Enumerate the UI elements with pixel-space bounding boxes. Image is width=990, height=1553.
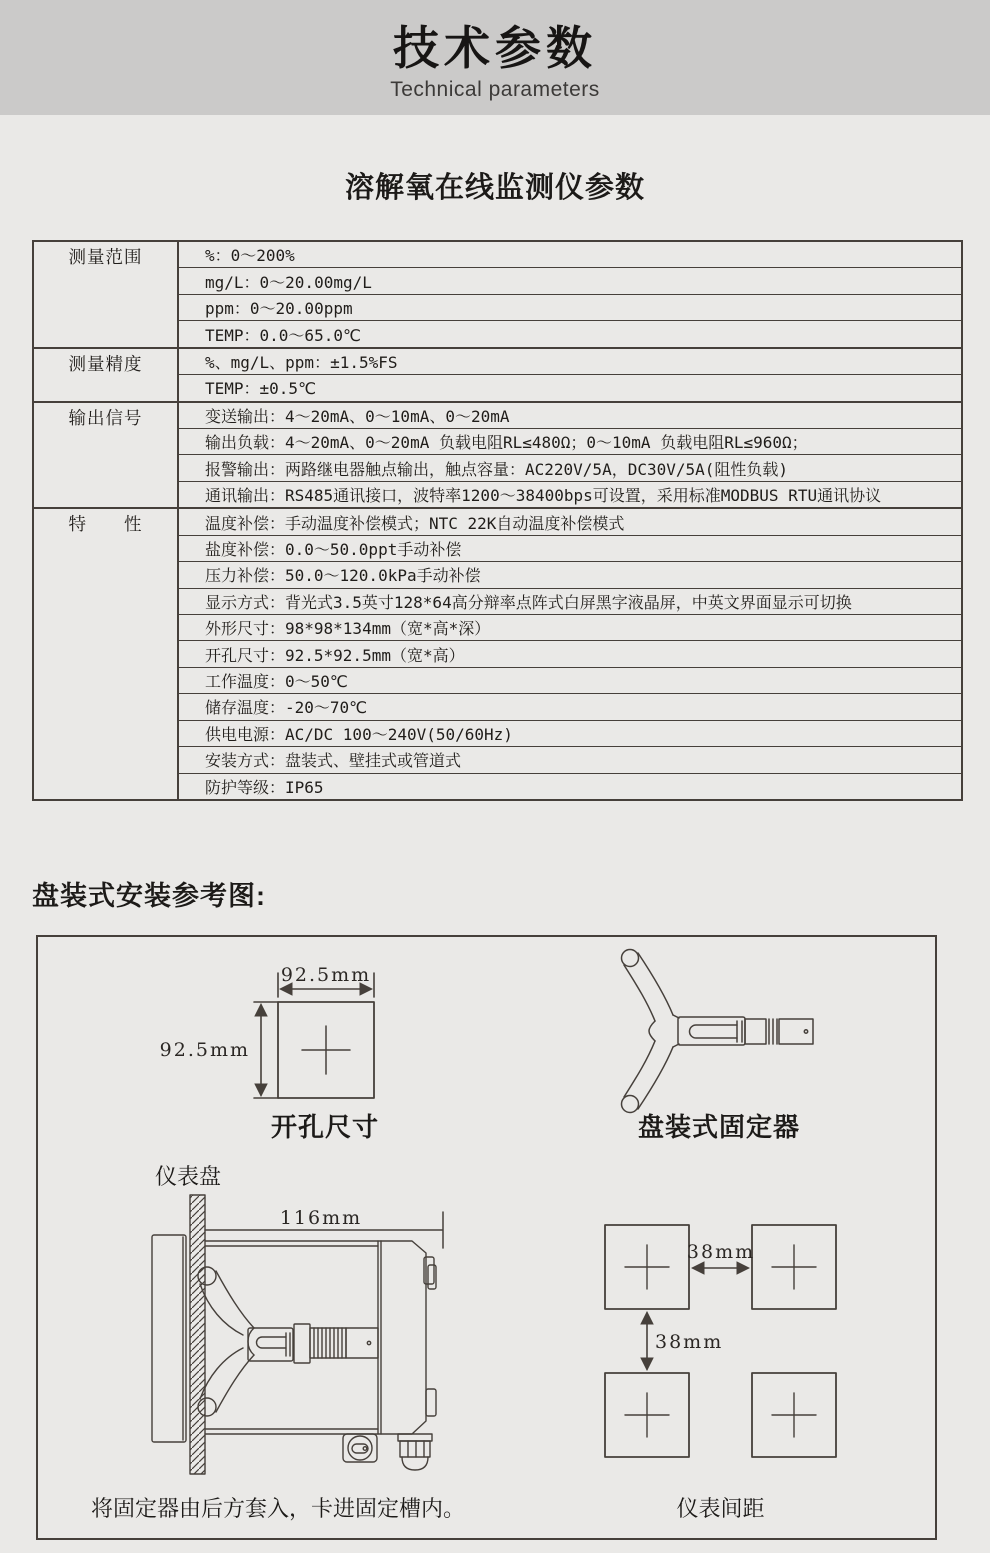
spec-row: TEMP：±0.5℃ [205,379,317,399]
spec-group-label: 输出信号 [34,403,179,508]
spec-row: 外形尺寸：98*98*134mm（宽*高*深） [179,615,961,641]
spec-row: 防护等级：IP65 [205,777,324,797]
spacing-v-label: 38mm [655,1331,724,1353]
spec-row: 通讯输出：RS485通讯接口，波特率1200～38400bps可设置，采用标准MODBUS RTU通讯协议 [205,486,882,506]
spec-group-label: 测量范围 [34,242,179,347]
spec-group [34,509,961,799]
spec-group-label: 特 性 [34,509,179,799]
hole-height-label: 92.5mm [159,1039,250,1061]
spec-row: ppm：0～20.00ppm [179,295,961,321]
spacing-v-dimension [647,1313,723,1369]
hole-size-drawing [278,1002,374,1098]
section-title: 溶解氧在线监测仪参数 [344,172,645,204]
spec-row: %：0～200% [179,242,961,268]
depth-label: 116mm [279,1207,363,1229]
spec-row: mg/L：0～20.00mg/L [179,268,961,294]
spacing-h-label: 38mm [686,1241,756,1263]
fixer-drawing [622,950,814,1113]
hole-width-dimension [278,964,374,997]
panel-hatch [190,1195,205,1474]
fixer-caption: 盘装式固定器 [637,1112,800,1142]
hole-size-caption: 开孔尺寸 [270,1112,379,1142]
spec-row: %、mg/L、ppm：±1.5%FS [179,349,961,375]
diagram-box [36,935,937,1540]
spec-row: 温度补偿：手动温度补偿模式；NTC 22K自动温度补偿模式 [179,509,961,535]
header-band [0,0,990,115]
spec-row: TEMP：0.0～65.0℃ [205,325,361,345]
spec-row: 开孔尺寸：92.5*92.5mm（宽*高） [179,641,961,667]
spec-group-label: 测量精度 [34,349,179,401]
panel-label: 仪表盘 [155,1164,222,1189]
spec-group [34,242,961,349]
spec-group [34,349,961,403]
spacing-h-dimension [687,1241,755,1268]
spec-row: 安装方式：盘装式、壁挂式或管道式 [179,747,961,773]
spec-row: 工作温度：0～50℃ [179,668,961,694]
spec-row: 供电电源：AC/DC 100～240V(50/60Hz) [179,721,961,747]
mounting-note: 将固定器由后方套入，卡进固定槽内。 [91,1496,466,1521]
spec-row: 储存温度：-20～70℃ [179,694,961,720]
spec-row: 变送输出：4～20mA、0～10mA、0～20mA [179,403,961,429]
spec-row: 报警输出：两路继电器触点输出，触点容量：AC220V/5A，DC30V/5A(阻性负载) [179,455,961,481]
spec-row: 压力补偿：50.0～120.0kPa手动补偿 [179,562,961,588]
spec-row: 显示方式：背光式3.5英寸128*64高分辩率点阵式白屏黑字液晶屏，中英文界面显示可切换 [179,589,961,615]
page-title: 技术参数 [393,22,597,74]
spec-row: 盐度补偿：0.0～50.0ppt手动补偿 [179,536,961,562]
installation-diagram [38,937,935,1538]
hole-height-dimension [160,1002,278,1098]
spec-row: 输出负载：4～20mA、0～20mA 负载电阻RL≤480Ω；0～10mA 负载电阻RL≤960Ω； [179,429,961,455]
spec-table [32,240,963,801]
spacing-caption: 仪表间距 [676,1496,765,1521]
panel-side-view [152,1195,443,1474]
hole-width-label: 92.5mm [280,964,372,986]
page-subtitle: Technical parameters [390,78,600,101]
diagram-heading: 盘装式安装参考图: [32,881,266,911]
spec-group [34,403,961,510]
